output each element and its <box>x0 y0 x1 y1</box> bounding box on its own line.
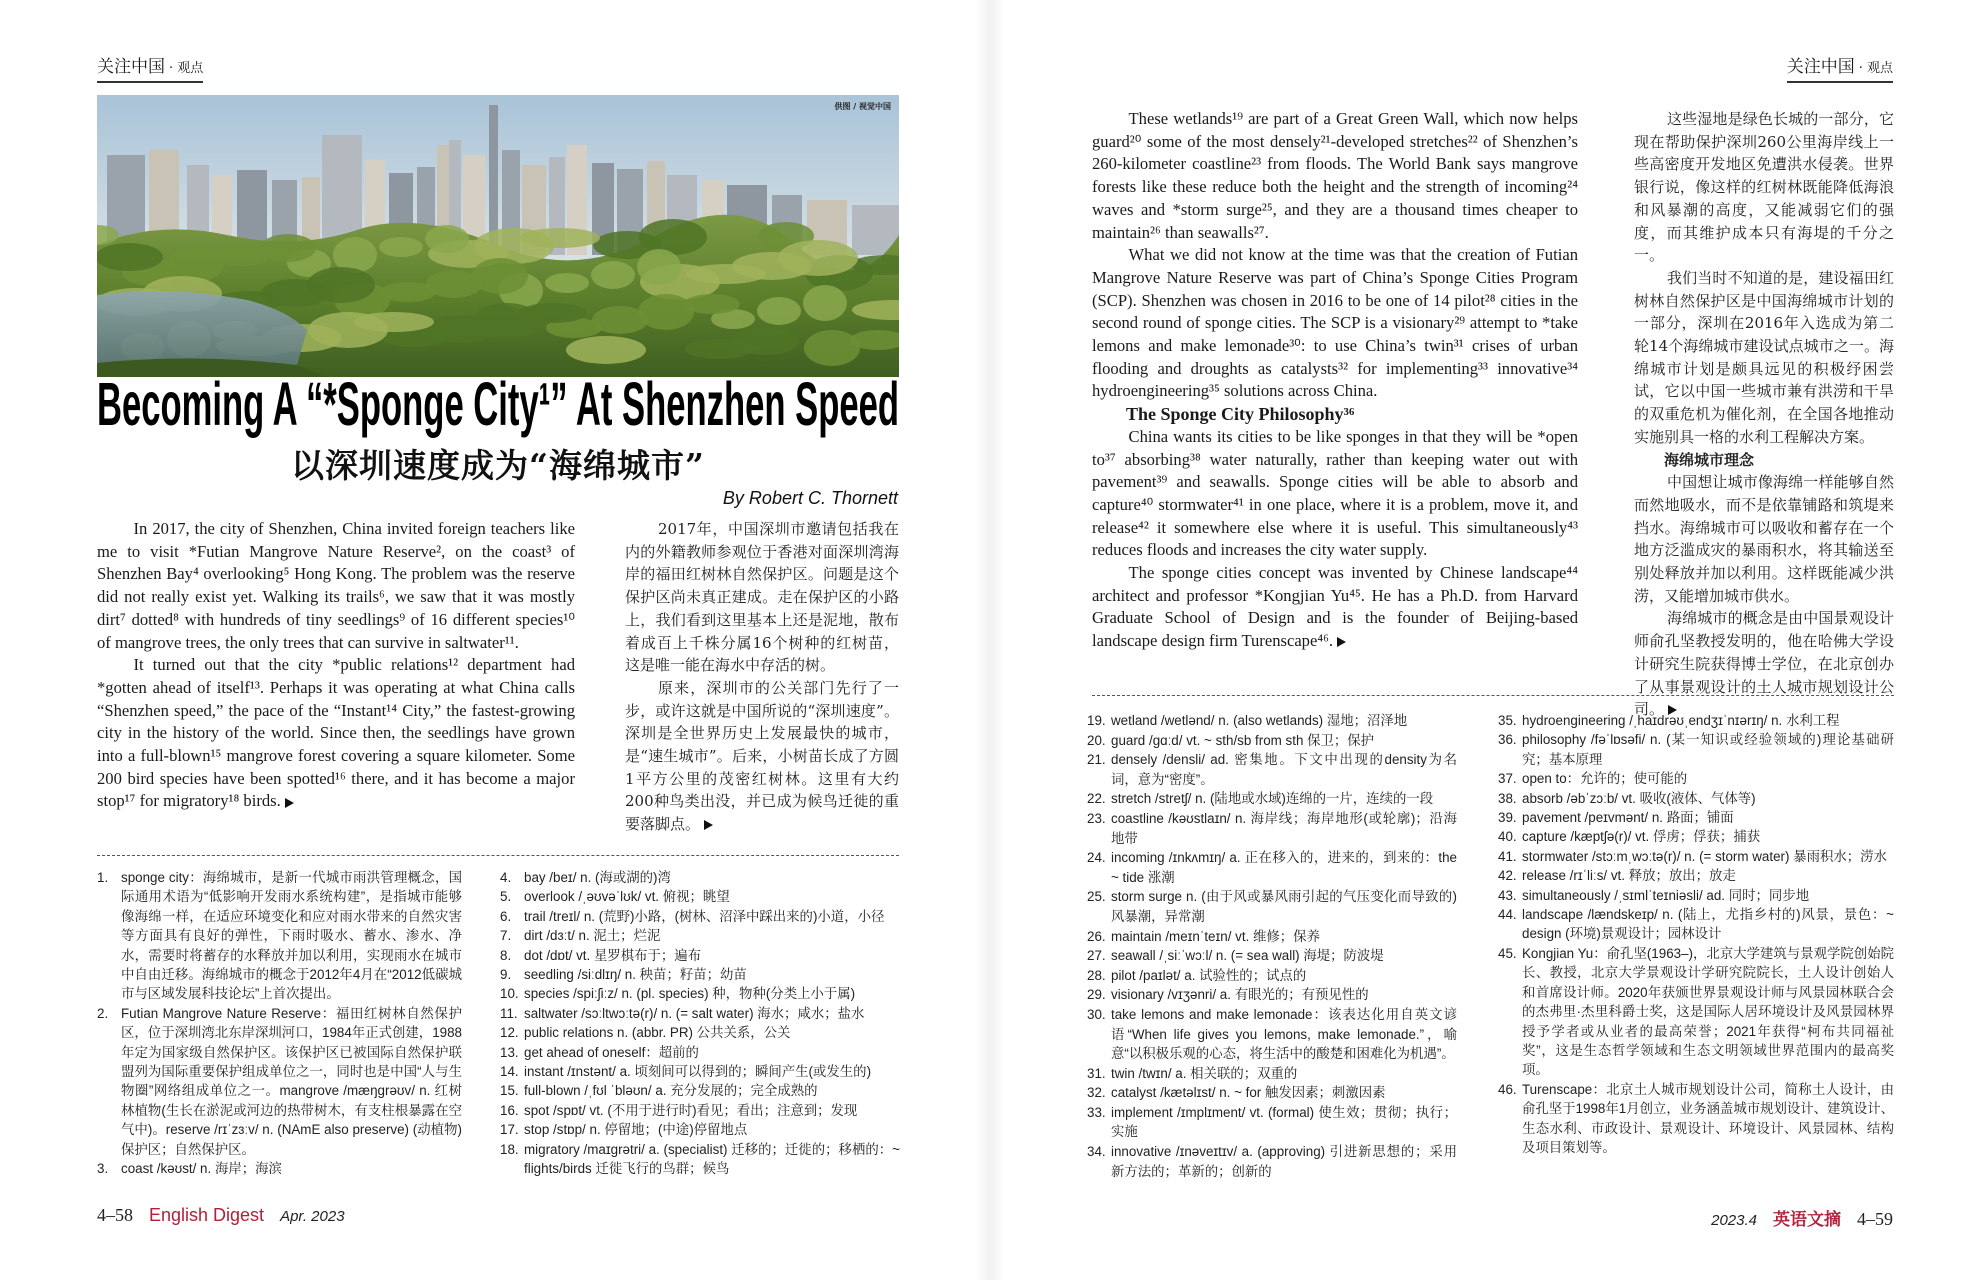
glossary-item <box>97 868 462 1004</box>
glossary-item <box>1498 944 1894 1080</box>
page-number: 4–58 <box>97 1205 133 1225</box>
tree-canopy <box>591 261 635 289</box>
glossary-definition: full-blown /ˌfʊl ˈbləʊn/ a. 充分发展的；完全成熟的 <box>524 1083 818 1099</box>
tree-canopy <box>520 228 600 248</box>
glossary-item <box>1498 866 1894 885</box>
glossary-item <box>500 926 900 945</box>
paragraph-cn <box>1634 607 1894 721</box>
paragraph: In 2017, the city of Shenzhen, China invited foreign teachers like me to visit *Futian Mangrove Nature Reserve², on the coast³ of Shenzhen Bay⁴ overlooking⁵ Hong Kong. The problem was the reserve did not really exist yet. Walking its trails⁶, we saw that it was mostly dirt⁷ dotted⁸ with hundreds of tiny seedlings⁹ of 16 different species¹⁰ of mangrove trees, the only trees that can survive in saltwater¹¹. <box>97 519 575 652</box>
glossary-number: 8. <box>500 947 512 963</box>
continue-arrow-icon <box>704 820 713 830</box>
tree-canopy <box>97 243 163 271</box>
divider <box>1092 695 1894 696</box>
glossary-item <box>1087 1005 1457 1064</box>
glossary-definition: pilot /paɪlət/ a. 试验性的；试点的 <box>1111 967 1307 983</box>
glossary-definition: pavement /peɪvmənt/ n. 路面；铺面 <box>1522 810 1734 826</box>
article-title: Becoming A “*Sponge City¹” At Shenzhen Speed <box>97 370 899 439</box>
tree-canopy <box>472 258 528 294</box>
tree-canopy <box>566 336 646 364</box>
glossary-definition: wetland /wetlənd/ n. (also wetlands) 湿地；沼泽地 <box>1111 713 1408 728</box>
glossary-number: 21. <box>1087 752 1106 768</box>
glossary-definition: densely /densli/ ad. 密集地。下文中出现的density为名词，意为“密度”。 <box>1111 752 1457 787</box>
glossary-definition: incoming /ɪnkʌmɪŋ/ a. 正在移入的，进来的，到来的：the ~ tide 涨潮 <box>1111 850 1457 885</box>
glossary-item <box>1087 946 1457 966</box>
shenzhen-skyline-image <box>97 95 899 377</box>
glossary-definition: guard /ɡɑːd/ vt. ~ sth/sb from sth 保卫；保护 <box>1111 732 1375 748</box>
tree-canopy <box>519 303 587 323</box>
tree-canopy <box>684 294 740 314</box>
glossary-definition: instant /ɪnstənt/ a. 顷刻间可以得到的；瞬间产生(或发生的) <box>524 1064 872 1080</box>
glossary-item <box>1498 847 1894 866</box>
glossary-definition: stretch /stretʃ/ n. (陆地或水域)连绵的一片，连续的一段 <box>1111 791 1434 807</box>
glossary-number: 44. <box>1498 907 1517 923</box>
glossary-number: 42. <box>1498 868 1517 884</box>
glossary-definition: innovative /ɪnəveɪtɪv/ a. (approving) 引进新思想的；采用新方法的；革新的；创新的 <box>1111 1144 1457 1179</box>
glossary-definition: spot /spɒt/ vt. (不用于进行时)看见；看出；注意到；发现 <box>524 1102 858 1118</box>
section-sub: · 观点 <box>169 61 204 76</box>
glossary-definition: landscape /lændskeɪp/ n. (陆上，尤指乡村的)风景，景色：~ design (环境)景观设计；园林设计 <box>1522 907 1894 942</box>
glossary-number: 46. <box>1498 1081 1517 1097</box>
section-name: 关注中国 <box>97 57 165 77</box>
glossary-item <box>500 887 900 906</box>
glossary-item <box>1087 789 1457 809</box>
tree-canopy <box>804 330 860 366</box>
glossary-item <box>97 1159 462 1178</box>
glossary-item <box>500 868 900 887</box>
glossary-definition: catalyst /kætəlɪst/ n. ~ for 触发因素；刺激因素 <box>1111 1085 1386 1101</box>
glossary-number: 35. <box>1498 713 1517 728</box>
byline: By Robert C. Thornett <box>722 488 898 508</box>
glossary-number: 1. <box>97 870 109 885</box>
glossary-item <box>500 984 900 1003</box>
glossary-number: 41. <box>1498 848 1517 864</box>
glossary-number: 3. <box>97 1161 109 1177</box>
glossary-definition: capture /kæptʃə(r)/ vt. 俘虏；俘获；捕获 <box>1522 829 1761 845</box>
glossary-definition: implement /ɪmplɪment/ vt. (formal) 使生效；贯彻；执行；实施 <box>1111 1104 1457 1140</box>
paragraph-text: The sponge cities concept was invented by Chinese landscape⁴⁴ architect and professor *Kongjian Yu⁴⁵. He has a Ph.D. from Harvard Graduate School of Design and is the founder of Beijing-based landscape design firm Turenscape⁴⁶. <box>1092 563 1578 651</box>
english-column-right <box>1092 108 1578 653</box>
glossary-item <box>1498 1080 1894 1158</box>
glossary-definition: bay /beɪ/ n. (海或湖的)湾 <box>524 870 671 885</box>
glossary-definition: Futian Mangrove Nature Reserve：福田红树林自然保护区，位于深圳湾北东岸深圳河口，1984年正式创建，1988年定为国家级自然保护区。该保护区已被国际自然保护联盟列为国际重要保护组成单位之一，同时也是中国“人与生物圈”网络组成单位之一。mangrove /mæŋɡrəʊv/ n. 红树林植物(生长在淤泥或河边的热带树木，有支柱根暴露在空气中)。reserve /rɪˈzɜːv/ n. (NAmE also preserve) (动植物)保护区；自然保护区。 <box>121 1005 462 1157</box>
glossary-item <box>500 907 900 926</box>
glossary-item <box>500 1023 900 1042</box>
section-sub: · 观点 <box>1858 61 1893 76</box>
divider <box>97 855 899 856</box>
glossary-definition: saltwater /sɔːltwɔːtə(r)/ n. (= salt water) 海水；咸水；盐水 <box>524 1005 865 1021</box>
glossary-column <box>1498 711 1894 1157</box>
glossary-definition: public relations n. (abbr. PR) 公共关系，公关 <box>524 1025 791 1041</box>
paragraph-cn: 这些湿地是绿色长城的一部分，它现在帮助保护深圳260公里海岸线上一些高密度开发地区免遭洪水侵袭。世界银行说，像这样的红树林既能降低海浪和风暴潮的高度，又能减弱它们的强度，而其维护成本只有海堤的千分之一。 <box>1634 110 1894 265</box>
glossary-item <box>1087 809 1457 848</box>
glossary-item <box>500 1062 900 1081</box>
glossary-item <box>1087 731 1457 751</box>
paragraph <box>97 654 575 813</box>
paragraph-cn <box>625 677 899 836</box>
glossary-definition: species /spiːʃiːz/ n. (pl. species) 种，物种(分类上小于属) <box>524 986 856 1002</box>
glossary-number: 16. <box>500 1102 519 1118</box>
glossary-number: 24. <box>1087 850 1106 866</box>
glossary-number: 13. <box>500 1044 519 1060</box>
glossary-number: 27. <box>1087 948 1106 964</box>
glossary-number: 2. <box>97 1005 109 1021</box>
glossary-definition: get ahead of oneself：超前的 <box>524 1044 699 1060</box>
glossary-item <box>1087 927 1457 947</box>
glossary-number: 43. <box>1498 887 1517 903</box>
glossary-number: 6. <box>500 908 512 924</box>
glossary-number: 4. <box>500 870 512 885</box>
glossary-item <box>1087 848 1457 887</box>
section-header-right <box>1787 52 1893 83</box>
continue-arrow-icon <box>285 798 294 808</box>
glossary-item <box>1498 827 1894 846</box>
glossary-definition: coastline /kəʊstlaɪn/ n. 海岸线；海岸地形(或轮廓)；沿海地带 <box>1111 810 1457 846</box>
paragraph-text: 海绵城市的概念是由中国景观设计师俞孔坚教授发明的，他在哈佛大学设计研究生院获得博士学位，在北京创办了从事景观设计的土人城市规划设计公司。 <box>1634 609 1894 719</box>
paragraph-cn: 2017年，中国深圳市邀请包括我在内的外籍教师参观位于香港对面深圳湾海岸的福田红树林自然保护区。问题是这个保护区尚未真正建成。走在保护区的小路上，我们看到这里基本上还是泥地，散布着成百上千株分属16个树种的红树苗，这是唯一能在海水中存活的树。 <box>625 520 899 675</box>
tree-canopy <box>307 267 375 303</box>
glossary-definition: stop /stɒp/ n. 停留地；(中途)停留地点 <box>524 1122 748 1138</box>
glossary-item <box>97 1004 462 1159</box>
hero-photo <box>97 95 899 377</box>
glossary-number: 30. <box>1087 1006 1106 1022</box>
glossary-definition: overlook /ˌəʊvəˈlʊk/ vt. 俯视；眺望 <box>524 889 730 905</box>
glossary-definition: dirt /dɜːt/ n. 泥土；烂泥 <box>524 928 661 944</box>
glossary-number: 7. <box>500 928 512 944</box>
glossary-item <box>1087 1103 1457 1142</box>
glossary-item <box>1087 966 1457 986</box>
glossary-number: 9. <box>500 967 512 983</box>
tree-canopy <box>545 273 589 293</box>
footer-right <box>1711 1205 1893 1230</box>
glossary-item <box>1087 887 1457 926</box>
glossary-number: 23. <box>1087 810 1106 826</box>
glossary-definition: maintain /meɪnˈteɪn/ vt. 维修；保养 <box>1111 928 1320 944</box>
glossary-item <box>1087 750 1457 789</box>
glossary-definition: Turenscape：北京土人城市规划设计公司，简称土人设计，由俞孔坚于1998年1月创立，业务涵盖城市规划设计、建筑设计、生态水利、市政设计、景观设计、环境设计、风景园林、结构及项目策划等。 <box>1522 1081 1894 1155</box>
glossary-item <box>1498 711 1894 730</box>
glossary-item <box>1087 1083 1457 1103</box>
glossary-definition: release /rɪˈliːs/ vt. 释放；放出；放走 <box>1522 868 1736 884</box>
article-title-wrap <box>97 372 899 438</box>
glossary-item <box>1498 789 1894 808</box>
glossary-definition: absorb /əbˈzɔːb/ vt. 吸收(液体、气体等) <box>1522 790 1756 806</box>
glossary-number: 20. <box>1087 732 1106 748</box>
tree-canopy <box>638 294 694 330</box>
glossary-definition: simultaneously /ˌsɪmlˈteɪniəsli/ ad. 同时；同步地 <box>1522 887 1810 903</box>
glossary-definition: trail /treɪl/ n. (荒野)小路，(树林、沼泽中踩出来的)小道，小径 <box>524 908 885 924</box>
glossary-number: 18. <box>500 1141 519 1157</box>
tree-canopy <box>803 285 847 321</box>
tree-canopy <box>639 219 707 255</box>
tree-canopy <box>425 225 469 253</box>
tree-canopy <box>731 327 799 355</box>
glossary-number: 32. <box>1087 1085 1106 1101</box>
glossary-column <box>1087 711 1457 1181</box>
page-number: 4–59 <box>1857 1209 1893 1229</box>
glossary-item <box>1087 1064 1457 1084</box>
glossary-number: 40. <box>1498 829 1517 845</box>
glossary-number: 36. <box>1498 732 1517 748</box>
glossary-definition: migratory /maɪɡrətri/ a. (specialist) 迁移的；迁徙的；移栖的：~ flights/birds 迁徙飞行的鸟群；候鸟 <box>524 1141 900 1177</box>
glossary-item <box>1087 985 1457 1005</box>
glossary-number: 33. <box>1087 1104 1106 1120</box>
paragraph-text: It turned out that the city *public relations¹² department had *gotten ahead of itself¹³. Perhaps it was operating at what China calls “Shenzhen speed,” the pace of the “Instant¹⁴ City,” the fastest-growing city in the history of the world. Since then, the seedlings have grown into a full-blown¹⁵ mangrove forest covering a square kilometer. Some 200 bird species have been spotted¹⁶ there, and it has become a major stop¹⁷ for migratory¹⁸ birds. <box>97 655 575 811</box>
chinese-column-right <box>1634 108 1894 721</box>
glossary-definition: seawall /ˌsiːˈwɔːl/ n. (= sea wall) 海堤；防波堤 <box>1111 948 1384 964</box>
glossary-number: 22. <box>1087 791 1106 807</box>
glossary-number: 37. <box>1498 771 1517 787</box>
glossary-number: 31. <box>1087 1065 1106 1081</box>
glossary-number: 29. <box>1087 987 1106 1003</box>
section-header-left <box>97 52 203 83</box>
tree-canopy <box>379 237 423 257</box>
photo-credit: 供图 / 视觉中国 <box>834 102 891 111</box>
glossary-item <box>500 965 900 984</box>
glossary-item <box>500 1140 900 1179</box>
paragraph: What we did not know at the time was that the creation of Futian Mangrove Nature Reserve was part of China’s Sponge Cities Program (SCP). Shenzhen was chosen in 2016 to be one of 14 pilot²⁸ cities in the second round of sponge cities. The SCP is a visionary²⁹ attempt to *take lemons and make lemonade³⁰: to use China’s twin³¹ crises of urban flooding and droughts as catalysts³² for implementing³³ innovative³⁴ hydroengineering³⁵ solutions across China. <box>1092 245 1578 401</box>
glossary-item <box>1498 886 1894 905</box>
article-subtitle-cn: 以深圳速度成为“海绵城市” <box>291 446 705 485</box>
chinese-column-left <box>625 518 899 836</box>
glossary-number: 25. <box>1087 889 1106 905</box>
section-heading: The Sponge City Philosophy³⁶ <box>1126 404 1355 425</box>
glossary-definition: seedling /siːdlɪŋ/ n. 秧苗；籽苗；幼苗 <box>524 967 747 983</box>
glossary-item <box>1498 905 1894 944</box>
paragraph <box>1092 562 1578 653</box>
glossary-column <box>97 868 462 1179</box>
glossary-item <box>500 1004 900 1023</box>
glossary-number: 26. <box>1087 928 1106 944</box>
glossary-definition: twin /twɪn/ a. 相关联的；双重的 <box>1111 1065 1298 1081</box>
glossary-item <box>1498 769 1894 788</box>
glossary-definition: philosophy /fəˈlɒsəfi/ n. (某一知识或经验领域的)理论基础研究；基本原理 <box>1522 732 1894 767</box>
glossary-item <box>500 1043 900 1062</box>
glossary-definition: open to：允许的；使可能的 <box>1522 771 1688 787</box>
magazine-name: English Digest <box>149 1205 265 1225</box>
issue-date: 2023.4 <box>1711 1212 1757 1229</box>
paragraph: China wants its cities to be like sponges in that they will be *open to³⁷ absorbing³⁸ water naturally, rather than keeping water out with pavement³⁹ and seawalls. Sponge cities will be able to absorb and capture⁴⁰ stormwater⁴¹ in one place, where it is a problem, move it, and release⁴² it somewhere else where it is useful. This simultaneously⁴³ reduces floods and increases the city water supply. <box>1092 426 1578 560</box>
glossary-column <box>500 868 900 1179</box>
glossary-number: 11. <box>500 1005 518 1021</box>
glossary-number: 38. <box>1498 790 1517 806</box>
footer-left <box>97 1205 345 1226</box>
paragraph: These wetlands¹⁹ are part of a Great Green Wall, which now helps guard²⁰ some of the most densely²¹-developed stretches²² of Shenzhen’s 260-kilometer coastline²³ from floods. The World Bank says mangrove forests like these reduce both the height and the strength of incoming²⁴ waves and *storm surge²⁵, and they are a thousand times cheaper to maintain²⁶ than seawalls²⁷. <box>1092 109 1578 242</box>
glossary-number: 10. <box>500 986 519 1002</box>
glossary-definition: dot /dɒt/ vt. 星罗棋布于；遍布 <box>524 947 702 963</box>
english-column-left <box>97 518 575 813</box>
continue-arrow-icon <box>1337 637 1346 647</box>
glossary-definition: stormwater /stɔːmˌwɔːtə(r)/ n. (= storm water) 暴雨积水；涝水 <box>1522 848 1887 864</box>
glossary-item <box>500 1120 900 1139</box>
glossary-number: 39. <box>1498 810 1517 826</box>
glossary-number: 12. <box>500 1025 519 1041</box>
glossary-definition: hydroengineering /ˌhaɪdrəʊˌendʒɪˈnɪərɪŋ/ n. 水利工程 <box>1522 713 1840 728</box>
glossary-number: 15. <box>500 1083 519 1099</box>
glossary-definition: visionary /vɪʒənri/ a. 有眼光的；有预见性的 <box>1111 987 1369 1003</box>
glossary-definition: Kongjian Yu：俞孔坚(1963–)，北京大学建筑与景观学院创始院长、教授，北京大学景观设计学研究院院长，土人设计创始人和首席设计师。2020年获颁世界景观设计师与风景园林联合会的杰弗里·杰里科爵士奖，这是国际人居环境设计及风景园林界授予学者或从业者的最高荣誉；2021年获得“柯布共同福祉奖”，这是生态哲学领域和生态文明领域世界范围内的最高奖项。 <box>1522 945 1894 1078</box>
magazine-logo: 英语文摘 <box>1773 1210 1841 1230</box>
glossary-number: 28. <box>1087 967 1106 983</box>
glossary-definition: coast /kəʊst/ n. 海岸；海滨 <box>121 1161 282 1177</box>
tree-canopy <box>260 234 316 262</box>
tree-canopy <box>757 297 801 325</box>
section-name: 关注中国 <box>1786 57 1855 77</box>
issue-date: Apr. 2023 <box>280 1208 345 1225</box>
paragraph-text: 原来，深圳市的公关部门先行了一步，或许这就是中国所说的“深圳速度”。深圳是全世界历史上发展最快的城市，是“速生城市”。后来，小树苗长成了方圆1平方公里的茂密红树林。这里有大约200种鸟类出没，并已成为候鸟迁徙的重要落脚点。 <box>625 678 899 834</box>
glossary-item <box>1087 1142 1457 1181</box>
paragraph-cn: 中国想让城市像海绵一样能够自然而然地吸水，而不是依靠铺路和筑堤来挡水。海绵城市可以吸收和蓄存在一个地方泛滥成灾的暴雨积水，将其输送至别处释放并加以利用。这样既能减少洪涝，又能增加城市供水。 <box>1634 473 1894 605</box>
glossary-item <box>1498 730 1894 769</box>
glossary-number: 19. <box>1087 713 1106 728</box>
paragraph-cn: 我们当时不知道的是，建设福田红树林自然保护区是中国海绵城市计划的一部分，深圳在2016年入选成为第二轮14个海绵城市建设试点城市之一。海绵城市计划是颇具远见的积极纾困尝试，它以中国一些城市兼有洪涝和干旱的双重危机为催化剂，在全国各地推动实施别具一格的水利工程解决方案。 <box>1634 268 1894 446</box>
glossary-item <box>1087 711 1457 731</box>
glossary-number: 14. <box>500 1064 519 1080</box>
tree-canopy <box>778 240 858 276</box>
glossary-number: 17. <box>500 1122 519 1138</box>
glossary-item <box>500 946 900 965</box>
section-heading-cn: 海绵城市理念 <box>1664 450 1755 469</box>
tree-canopy <box>637 249 681 285</box>
glossary-number: 5. <box>500 889 512 905</box>
glossary-number: 34. <box>1087 1144 1106 1160</box>
glossary-item <box>500 1081 900 1100</box>
glossary-item <box>500 1101 900 1120</box>
glossary-definition: take lemons and make lemonade：该表达化用自英文谚语“When life gives you lemons, make lemonade.”，喻意“以积极乐观的心态，将生活中的酸楚和困难化为机遇”。 <box>1111 1006 1457 1062</box>
glossary-definition: sponge city：海绵城市，是新一代城市雨洪管理概念，国际通用术语为“低影响开发雨水系统构建”，是指城市能够像海绵一样，在适应环境变化和应对雨水带来的自然灾害等方面具有良好的弹性，下雨时吸水、蓄水、渗水、净水，需要时将蓄存的水释放并加以利用，实现雨水在城市中自由迁移。海绵城市的概念于2012年4月在“2012低碳城市与区域发展科技论坛”上首次提出。 <box>121 870 462 1002</box>
page-gutter <box>975 0 1005 1280</box>
glossary-number: 45. <box>1498 945 1517 961</box>
tree-canopy <box>354 312 434 332</box>
glossary-item <box>1498 808 1894 827</box>
glossary-definition: storm surge n. (由于风或暴风雨引起的气压变化而导致的)风暴潮，异常潮 <box>1111 889 1457 924</box>
